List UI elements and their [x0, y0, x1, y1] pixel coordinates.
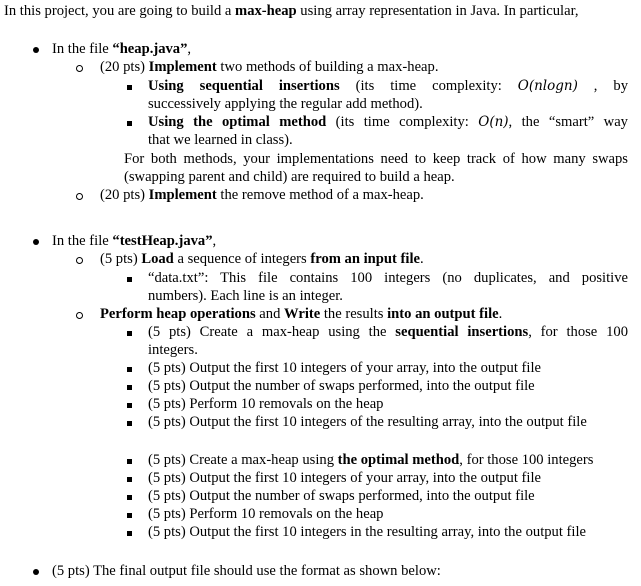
- bullet-square-icon: [127, 403, 132, 408]
- bullet-circle-icon: [76, 257, 83, 264]
- op-create-optimal: (5 pts) Create a max-heap using the optimal method, for those 100 integers: [148, 452, 594, 468]
- bullet-square-icon: [127, 421, 132, 426]
- op-output-resulting: (5 pts) Output the first 10 integers of the resulting array, into the output file: [148, 414, 587, 430]
- op-perform-removals: (5 pts) Perform 10 removals on the heap: [148, 506, 384, 522]
- op-output-first-10: (5 pts) Output the first 10 integers of your array, into the output file: [148, 470, 541, 486]
- bullet-dot-icon: [33, 47, 39, 53]
- task-build-heap: (20 pts) Implement two methods of building a max-heap.: [100, 59, 439, 75]
- method-optimal-line1: Using the optimal method (its time complexity: O(n), the “smart” way: [148, 114, 628, 130]
- bullet-square-icon: [127, 85, 132, 90]
- method-sequential-line2: successively applying the regular add method).: [148, 96, 423, 112]
- op-output-resulting: (5 pts) Output the first 10 integers in the resulting array, into the output file: [148, 524, 586, 540]
- task-load-input: (5 pts) Load a sequence of integers from an input file.: [100, 251, 424, 267]
- task-remove-method: (20 pts) Implement the remove method of a max-heap.: [100, 187, 424, 203]
- bullet-square-icon: [127, 121, 132, 126]
- data-file-line2: numbers). Each line is an integer.: [148, 288, 343, 304]
- data-file-line1: “data.txt”: This file contains 100 integers (no duplicates, and positive: [148, 270, 628, 286]
- method-optimal-line2: that we learned in class).: [148, 132, 293, 148]
- task-heap-operations: Perform heap operations and Write the results into an output file.: [100, 306, 503, 322]
- bullet-circle-icon: [76, 65, 83, 72]
- bullet-dot-icon: [33, 569, 39, 575]
- bullet-square-icon: [127, 331, 132, 336]
- intro-paragraph: In this project, you are going to build a max-heap using array representation in Java. In particular,: [4, 3, 579, 19]
- section-output-format: (5 pts) The final output file should use the format as shown below:: [52, 563, 441, 579]
- bullet-square-icon: [127, 531, 132, 536]
- swap-note-line2: (swapping parent and child) are required to build a heap.: [124, 169, 455, 185]
- bullet-circle-icon: [76, 193, 83, 200]
- section-heap-java: In the file “heap.java”,: [52, 41, 192, 57]
- section-testheap-java: In the file “testHeap.java”,: [52, 233, 217, 249]
- bullet-square-icon: [127, 477, 132, 482]
- swap-note-line1: For both methods, your implementations need to keep track of how many swaps: [124, 151, 628, 167]
- bullet-square-icon: [127, 459, 132, 464]
- op-output-swaps: (5 pts) Output the number of swaps performed, into the output file: [148, 378, 535, 394]
- op-perform-removals: (5 pts) Perform 10 removals on the heap: [148, 396, 384, 412]
- bullet-square-icon: [127, 367, 132, 372]
- bullet-circle-icon: [76, 312, 83, 319]
- bullet-dot-icon: [33, 239, 39, 245]
- op-output-first-10: (5 pts) Output the first 10 integers of your array, into the output file: [148, 360, 541, 376]
- op-output-swaps: (5 pts) Output the number of swaps performed, into the output file: [148, 488, 535, 504]
- op-create-sequential-line2: integers.: [148, 342, 198, 358]
- op-create-sequential-line1: (5 pts) Create a max-heap using the sequential insertions, for those 100: [148, 324, 628, 340]
- bullet-square-icon: [127, 385, 132, 390]
- bullet-square-icon: [127, 277, 132, 282]
- bullet-square-icon: [127, 513, 132, 518]
- bullet-square-icon: [127, 495, 132, 500]
- method-sequential-line1: Using sequential insertions (its time complexity: O(nlogn) , by: [148, 78, 628, 94]
